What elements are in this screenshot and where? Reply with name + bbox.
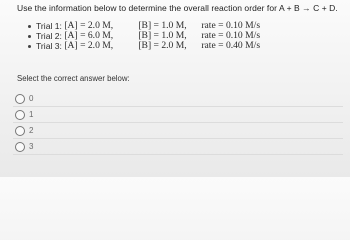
trial-a-concentration: [A] = 2.0 M, xyxy=(64,40,114,52)
answer-option-3[interactable] xyxy=(13,139,343,155)
trial-rate: rate = 0.40 M/s xyxy=(201,40,261,52)
answer-option-1[interactable] xyxy=(13,107,343,123)
answer-option-2[interactable] xyxy=(13,123,343,139)
trial-label: Trial 1: xyxy=(36,21,62,31)
radio-button[interactable] xyxy=(15,126,25,136)
option-label: 2 xyxy=(29,126,34,135)
radio-button[interactable] xyxy=(15,94,25,104)
trial-rate: rate = 0.10 M/s xyxy=(201,30,261,42)
radio-button[interactable] xyxy=(15,142,25,152)
bullet-icon xyxy=(28,45,31,48)
bullet-icon xyxy=(28,35,31,38)
trial-a-concentration: [A] = 6.0 M, xyxy=(64,30,114,42)
answer-option-0[interactable] xyxy=(13,91,343,107)
trial-item-3 xyxy=(28,41,260,51)
trial-list xyxy=(28,21,260,52)
trial-label: Trial 2: xyxy=(36,31,62,42)
trial-b-concentration: [B] = 1.0 M, xyxy=(138,30,187,42)
bullet-icon xyxy=(28,25,31,28)
option-label: 1 xyxy=(29,110,34,119)
option-label: 0 xyxy=(29,94,34,103)
trial-b-concentration: [B] = 2.0 M, xyxy=(138,40,187,52)
trial-a-concentration: [A] = 2.0 M, xyxy=(64,20,114,31)
trial-b-concentration: [B] = 1.0 M, xyxy=(138,20,187,31)
answer-options xyxy=(13,91,343,155)
option-label: 3 xyxy=(29,142,34,151)
trial-rate: rate = 0.10 M/s xyxy=(201,20,261,31)
question-text: Use the information below to determine the overall reaction order for A + B → C + D. xyxy=(17,3,338,13)
trial-label: Trial 3: xyxy=(36,41,62,52)
answer-prompt: Select the correct answer below: xyxy=(17,74,130,83)
radio-button[interactable] xyxy=(15,110,25,120)
